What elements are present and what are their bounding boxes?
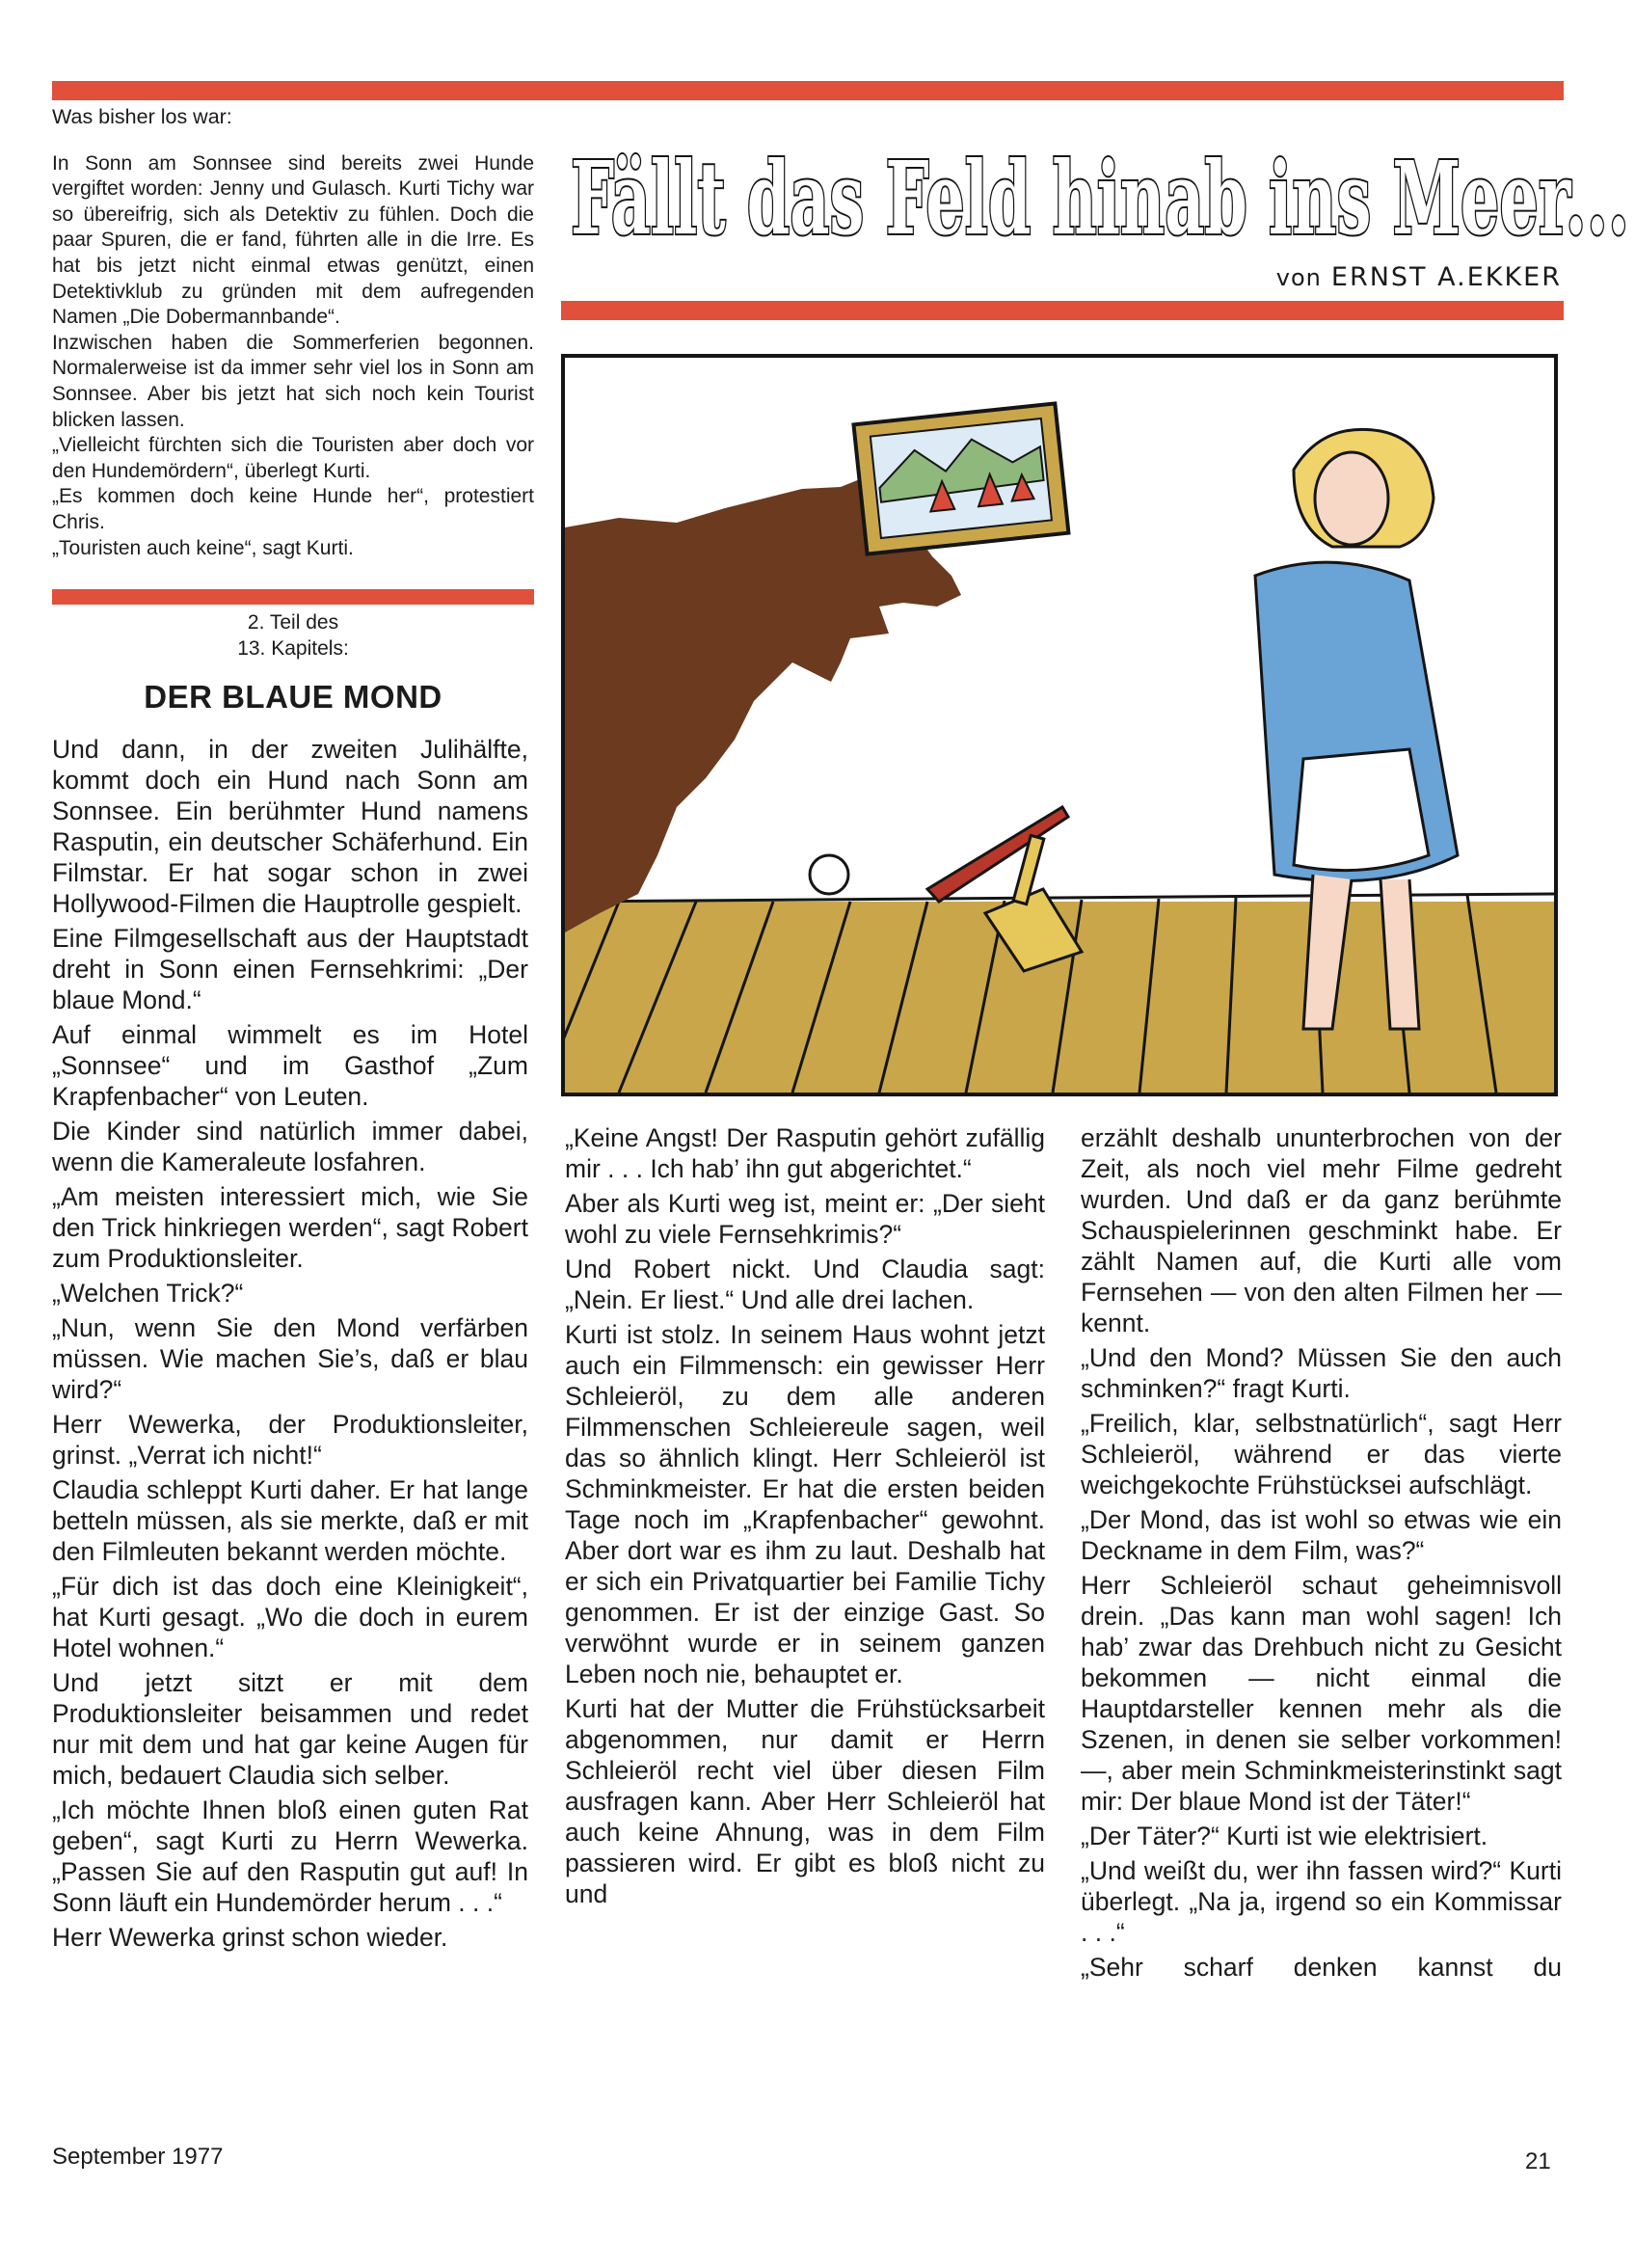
body-paragraph: Eine Filmgesellschaft aus der Hauptstadt dreht in Sonn einen Fernsehkrimi: „Der blaue Mond.“ (52, 924, 528, 1014)
body-paragraph: Herr Wewerka grinst schon wieder. (52, 1923, 448, 1952)
body-paragraph: „Sehr scharf denken kannst du (1081, 1953, 1562, 1982)
recap-paragraph: „Vielleicht fürchten sich die Touristen aber doch vor den Hundemördern“, überlegt Kurti. (52, 434, 534, 482)
chapter-title: DER BLAUE MOND (144, 679, 442, 715)
body-paragraph: „Der Täter?“ Kurti ist wie elektrisiert. (1081, 1822, 1488, 1850)
author-name: ERNST A.EKKER (1330, 262, 1562, 292)
author-prefix: von (1275, 264, 1322, 291)
story-illustration (561, 354, 1558, 1096)
story-title (567, 143, 1635, 263)
body-paragraph: „Und den Mond? Müssen Sie den auch schminken?“ fragt Kurti. (1081, 1343, 1562, 1403)
byline-accent-bar (561, 301, 1564, 320)
recap-section (52, 104, 534, 561)
body-paragraph: Die Kinder sind natürlich immer dabei, wenn die Kameraleute losfahren. (52, 1117, 528, 1176)
recap-paragraph: Inzwischen haben die Sommerferien begonnen. Normalerweise ist da immer sehr viel los in Sonn am Sonnsee. Aber bis jetzt hat sich noch kein Tourist blicken lassen. (52, 331, 534, 431)
wall-socket (810, 855, 848, 894)
page-number: 21 (1525, 2148, 1551, 2174)
body-column-1 (52, 734, 528, 1957)
chapter-part-line: 13. Kapitels: (237, 637, 349, 660)
author-byline (1003, 262, 1562, 292)
body-column-3 (1081, 1122, 1562, 1986)
body-paragraph: Aber als Kurti weg ist, meint er: „Der sieht wohl zu viele Fernsehkrimis?“ (565, 1189, 1045, 1249)
story-title-text: Fällt das Feld hinab ins Meer... (571, 143, 1629, 257)
body-paragraph: Und jetzt sitzt er mit dem Produktionsleiter beisammen und redet nur mit dem und hat gar keine Augen für mich, bedauert Claudia sich selber. (52, 1668, 528, 1790)
body-paragraph: erzählt deshalb ununterbrochen von der Zeit, als noch viel mehr Filme gedreht wurden. Und daß er da ganz berühmte Schauspielerinnen geschminkt habe. Er zählt Namen auf, die Kurti alle vom Fernsehen — von den alten Filmen her — kennt. (1081, 1123, 1562, 1337)
chapter-part-line: 2. Teil des (247, 611, 339, 634)
recap-heading: Was bisher los war: (52, 105, 232, 128)
maid-face (1315, 452, 1388, 545)
recap-paragraph: In Sonn am Sonnsee sind bereits zwei Hunde vergiftet worden: Jenny und Gulasch. Kurti Tichy war so übereifrig, sich als Detektiv zu fühlen. Doch die paar Spuren, die er fand, führten alle in die Irre. Es hat bis jetzt nicht einmal etwas genützt, einen Detektivklub zu gründen mit dem aufregenden Namen „Die Dobermannbande“. (52, 151, 534, 329)
body-paragraph: „Freilich, klar, selbstnatürlich“, sagt Herr Schleieröl, während er das vierte weichgekochte Frühstücksei aufschlägt. (1081, 1409, 1562, 1499)
maid-apron (1294, 749, 1429, 871)
recap-paragraph: „Touristen auch keine“, sagt Kurti. (52, 536, 354, 559)
body-paragraph: Kurti hat der Mutter die Frühstücksarbeit abgenommen, nur damit er Herrn Schleieröl recht viel über diesen Film ausfragen kann. Aber Herr Schleieröl hat auch keine Ahnung, was in dem Film passieren wird. Er gibt es bloß nicht zu und (565, 1694, 1045, 1908)
body-paragraph: „Der Mond, das ist wohl so etwas wie ein Deckname in dem Film, was?“ (1081, 1505, 1562, 1565)
body-paragraph: Herr Schleieröl schaut geheimnisvoll drein. „Das kann man wohl sagen! Ich hab’ zwar das Drehbuch nicht zu Gesicht bekommen — nicht einmal die Hauptdarsteller kennen mehr als die Szenen, in denen sie selber vorkommen! —, aber mein Schminkmeisterinstinkt sagt mir: Der blaue Mond ist der Täter!“ (1081, 1571, 1562, 1816)
body-paragraph: „Und weißt du, wer ihn fassen wird?“ Kurti überlegt. „Na ja, irgend so ein Kommissar . . .“ (1081, 1856, 1562, 1947)
body-column-2 (565, 1122, 1045, 1913)
body-paragraph: Claudia schleppt Kurti daher. Er hat lange betteln müssen, als sie merkte, daß er mit den Filmleuten bekannt werden möchte. (52, 1475, 528, 1566)
recap-bottom-bar (52, 589, 534, 605)
body-paragraph: Herr Wewerka, der Produktionsleiter, grinst. „Verrat ich nicht!“ (52, 1410, 528, 1470)
body-paragraph: Und Robert nickt. Und Claudia sagt: „Nein. Er liest.“ Und alle drei lachen. (565, 1255, 1045, 1314)
body-paragraph: Und dann, in der zweiten Julihälfte, kommt doch ein Hund nach Sonn am Sonnsee. Ein berühmter Hund namens Rasputin, ein deutscher Schäferhund. Ein Filmstar. Er hat sogar schon in zwei Hollywood-Filmen die Hauptrolle gespielt. (52, 735, 528, 918)
body-paragraph: „Nun, wenn Sie den Mond verfärben müssen. Wie machen Sie’s, daß er blau wird?“ (52, 1313, 528, 1404)
body-paragraph: „Ich möchte Ihnen bloß einen guten Rat geben“, sagt Kurti zu Herrn Wewerka. „Passen Sie auf den Rasputin gut auf! In Sonn läuft ein Hundemörder herum . . .“ (52, 1796, 528, 1917)
issue-date: September 1977 (52, 2144, 224, 2170)
chapter-part-label (52, 609, 534, 662)
body-paragraph: „Welchen Trick?“ (52, 1279, 244, 1308)
body-paragraph: „Keine Angst! Der Rasputin gehört zufällig mir . . . Ich hab’ ihn gut abgerichtet.“ (565, 1123, 1045, 1183)
body-paragraph: Auf einmal wimmelt es im Hotel „Sonnsee“ und im Gasthof „Zum Krapfenbacher“ von Leuten. (52, 1020, 528, 1111)
top-accent-bar (52, 81, 1564, 100)
body-paragraph: „Für dich ist das doch eine Kleinigkeit“, hat Kurti gesagt. „Wo die doch in eurem Hotel wohnen.“ (52, 1572, 528, 1662)
body-paragraph: Kurti ist stolz. In seinem Haus wohnt jetzt auch ein Filmmensch: ein gewisser Herr Schleieröl, zu dem alle anderen Filmmenschen Schleiereule sagen, weil das so ähnlich klingt. Herr Schleieröl ist Schminkmeister. Er hat die ersten beiden Tage noch im „Krapfenbacher“ gewohnt. Aber dort war es ihm zu laut. Deshalb hat er sich ein Privatquartier bei Familie Tichy genommen. Er ist der einzige Gast. So verwöhnt wurde er in seinem ganzen Leben noch nie, behauptet er. (565, 1320, 1045, 1688)
body-paragraph: „Am meisten interessiert mich, wie Sie den Trick hinkriegen werden“, sagt Robert zum Produktionsleiter. (52, 1182, 528, 1273)
recap-paragraph: „Es kommen doch keine Hunde her“, protestiert Chris. (52, 485, 534, 533)
